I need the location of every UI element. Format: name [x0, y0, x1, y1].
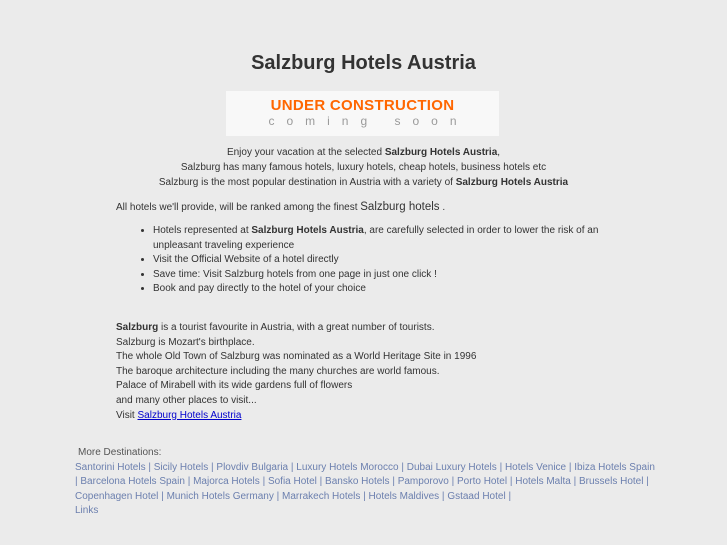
- link-separator: |: [319, 476, 323, 488]
- link-separator: |: [401, 461, 404, 473]
- destination-link[interactable]: Bansko Hotels: [325, 476, 390, 488]
- about-line-6: and many other places to visit...: [116, 394, 257, 406]
- about-line-1: [116, 321, 476, 336]
- feature-1-end: , are carefully selected in order to lower the risk of an unpleasant traveling experience: [153, 225, 599, 251]
- destination-link[interactable]: Hotels Venice: [504, 461, 567, 473]
- ranked-highlight: Salzburg hotels: [360, 201, 440, 213]
- list-item: [153, 224, 643, 253]
- list-item: • Book and pay directly to the hotel of your choice: [153, 282, 643, 297]
- destination-link[interactable]: Sofia Hotel: [267, 476, 317, 488]
- link-separator: |: [568, 461, 572, 473]
- link-separator: |: [646, 476, 649, 488]
- destination-link[interactable]: Brussels Hotel: [578, 476, 644, 488]
- salzburg-hotels-link[interactable]: Salzburg Hotels Austria: [137, 409, 242, 421]
- intro-line-3: [0, 175, 727, 190]
- intro-line-1: [0, 145, 727, 160]
- link-separator: |: [161, 490, 164, 502]
- ranked-statement: [116, 200, 445, 215]
- link-separator: |: [363, 490, 366, 502]
- destination-link[interactable]: Barcelona Hotels Spain: [80, 476, 185, 488]
- link-separator: |: [451, 476, 455, 488]
- intro-line-2: Salzburg has many famous hotels, luxury hotels, cheap hotels, business hotels etc: [180, 162, 547, 173]
- destination-links: [75, 461, 665, 519]
- destination-link[interactable]: Luxury Hotels Morocco: [296, 461, 399, 473]
- banner-subtitle: coming soon: [268, 114, 469, 128]
- link-separator: |: [75, 476, 78, 488]
- about-line-1-bold: Salzburg: [116, 322, 159, 333]
- link-separator: |: [290, 461, 294, 473]
- ranked-text: All hotels we'll provide, will be ranked among the finest: [116, 202, 361, 213]
- intro-line-3-text: Salzburg is the most popular destination in Austria with a variety of: [158, 177, 456, 188]
- link-separator: |: [148, 461, 151, 473]
- banner-title: UNDER CONSTRUCTION: [270, 97, 455, 114]
- destination-link[interactable]: Porto Hotel: [457, 476, 508, 488]
- link-separator: |: [392, 476, 395, 488]
- list-item: • Save time: Visit Salzburg hotels from one page in just one click !: [153, 268, 643, 283]
- about-line-2: Salzburg is Mozart's birthplace.: [116, 336, 255, 348]
- more-destinations: [75, 446, 665, 519]
- about-line-5: Palace of Mirabell with its wide gardens full of flowers: [116, 380, 353, 392]
- destination-link[interactable]: Marrakech Hotels: [282, 490, 361, 502]
- intro-line-1-text: Enjoy your vacation at the selected: [226, 147, 385, 158]
- link-separator: |: [262, 476, 266, 488]
- link-separator: |: [499, 461, 503, 473]
- link-separator: |: [573, 476, 577, 488]
- list-item: • Visit the Official Website of a hotel directly: [153, 253, 643, 268]
- visit-line: [116, 409, 476, 424]
- destination-link[interactable]: Majorca Hotels: [193, 476, 260, 488]
- destination-link[interactable]: Santorini Hotels: [75, 461, 146, 473]
- ranked-end: .: [439, 202, 446, 213]
- about-line-3: The whole Old Town of Salzburg was nominated as a World Heritage Site in 1996: [116, 351, 477, 363]
- links-link[interactable]: Links: [75, 505, 99, 517]
- destination-link[interactable]: Copenhagen Hotel: [75, 490, 159, 502]
- page-title: Salzburg Hotels Austria: [251, 52, 476, 74]
- destination-link[interactable]: Pamporovo: [397, 476, 449, 488]
- intro-line-3-bold: Salzburg Hotels Austria: [455, 177, 569, 188]
- about-salzburg: [116, 321, 476, 423]
- destination-link[interactable]: Munich Hotels Germany: [166, 490, 274, 502]
- intro-line-1-bold: Salzburg Hotels Austria: [384, 147, 498, 158]
- features-list: [136, 224, 643, 297]
- destination-link[interactable]: Hotels Malta: [515, 476, 571, 488]
- feature-1-text: Hotels represented at: [153, 225, 252, 236]
- under-construction-banner: [226, 91, 499, 136]
- destination-link[interactable]: Dubai Luxury Hotels: [406, 461, 497, 473]
- link-separator: |: [509, 476, 513, 488]
- intro-line-1-end: ,: [497, 147, 501, 158]
- feature-1-bold: Salzburg Hotels Austria: [251, 225, 364, 236]
- destination-link[interactable]: Plovdiv Bulgaria: [216, 461, 289, 473]
- destination-link[interactable]: Gstaad Hotel: [447, 490, 506, 502]
- about-line-1-text: is a tourist favourite in Austria, with a great number of tourists.: [158, 322, 435, 333]
- link-separator: |: [441, 490, 445, 502]
- link-separator: |: [508, 490, 512, 502]
- link-separator: |: [276, 490, 280, 502]
- link-separator: |: [211, 461, 214, 473]
- visit-text: Visit: [116, 409, 138, 421]
- destination-link[interactable]: Hotels Maldives: [368, 490, 440, 502]
- intro-text: [0, 145, 727, 190]
- destination-link[interactable]: Sicily Hotels: [153, 461, 209, 473]
- more-destinations-title: More Destinations:: [78, 447, 162, 458]
- about-line-4: The baroque architecture including the many churches are world famous.: [116, 365, 440, 377]
- link-separator: |: [187, 476, 191, 488]
- destination-link[interactable]: Ibiza Hotels Spain: [574, 461, 655, 473]
